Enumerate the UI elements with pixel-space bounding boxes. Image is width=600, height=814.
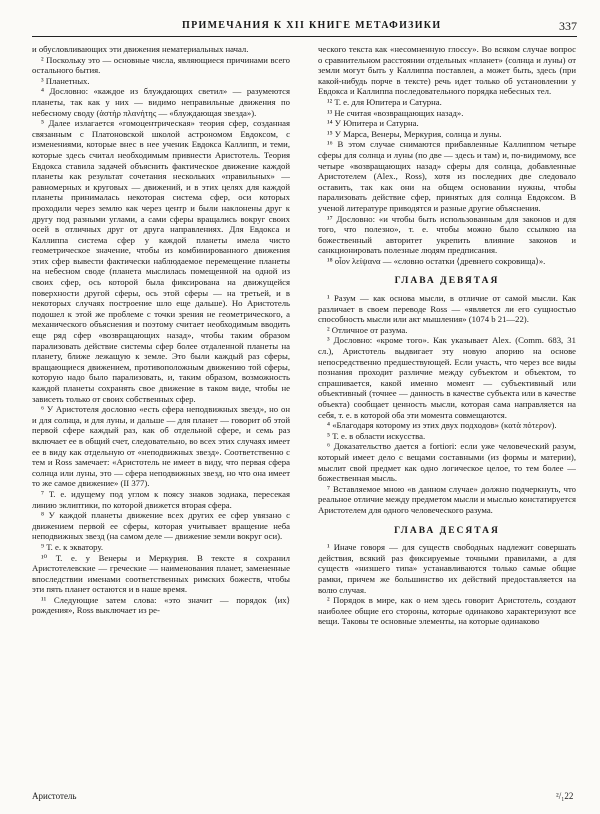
footnote: ¹⁷ Дословно: «и чтобы быть использованным для законов и для того, что полезно», т. е. чтобы можно было ссылкою на божественный авторитет укрепить влияние законов и санкционировать полезные людям предписания. (318, 213, 576, 256)
footnote: ² Порядок в мире, как о нем здесь говорит Аристотель, создают наиболее общие его стороны, которые одинаково характеризуют все вещи. Таковы те основные элементы, на которые одинаково (318, 595, 576, 627)
footnote: ¹ Разум — как основа мысли, в отличие от самой мысли. Как различает в своем переводе Ross — «является ли его сущностью способность мысли или акт мышления» (1074 b 21—22). (318, 293, 576, 325)
paragraph: и обусловливающих эти движения нематериальных начал. (32, 44, 249, 54)
footnote: ⁷ Т. е. идущему под углом к поясу знаков зодиака, пересекая линию эклиптики, по которой движется вторая сфера. (32, 488, 290, 510)
chapter-nine-heading: ГЛАВА ДЕВЯТАЯ (394, 276, 500, 287)
chapter-ten-heading: ГЛАВА ДЕСЯТАЯ (394, 525, 500, 536)
footnote: ² Отличное от разума. (327, 324, 408, 335)
footnote: ¹ Иначе говоря — для существ свободных надлежит совершать действия, всякий раз фиксируемые точными правилами, а для существ «низшего типа» устанавливаются только самые общие рамки, причем же большинство их действий предоставляется на волю случая. (318, 542, 576, 595)
footnote: ⁴ «Благодаря которому из этих двух подходов» (κατὰ πότερον). (327, 420, 557, 431)
running-header (32, 20, 577, 37)
footnote: ¹¹ Следующие затем слова: «это значит — порядок ⟨их⟩ рождения», Ross выключает из ре- (32, 594, 290, 616)
footnote: ⁶ Доказательство дается a fortiori: если уже человеческий разум, который имеет дело с вещами составными (из формы и материи), мыслит свой предмет как одно логическое целое, то тем более — божественная мысль. (318, 441, 576, 484)
page-number: 337 (559, 19, 577, 33)
footnote: ⁴ Дословно: «каждое из блуждающих светил» — разумеются планеты, так как у них — видимо неправильные движения по небесному своду (ἀστὴρ πλανήτης — «блуждающая звезда»). (32, 86, 290, 118)
right-column (318, 44, 576, 784)
footnote: ³ Планетных. (41, 75, 90, 86)
footnote: ¹³ Не считая «возвращающих назад». (327, 107, 464, 118)
footnote: ¹⁵ У Марса, Венеры, Меркурия, солнца и луны. (327, 128, 502, 139)
footnote: ⁶ У Аристотеля дословно «есть сфера неподвижных звезд», но он и для солнца, и для луны, и дальше — для планет — говорит об этой первой сфере каждый раз, как об отдельной сфере, и семь раз включает ее в общий счет, следовательно, во всех этих случаях имеет ее в виду как отдельную от «неподвижных звезд». Соответственно с тем и Ross замечает: «Аристотель не имеет в виду, что первая сфера солнца или луны, это — сфера неподвижных звезд, но что она имеет то же самое движение» (II 377). (32, 404, 290, 489)
footnote: ¹⁰ Т. е. у Венеры и Меркурия. В тексте я сохранил Аристотелевские — греческие — наименования планет, замененные впоследствии именами соответственных римских божеств, чтобы эти пять планет остаются и в наше время. (32, 552, 290, 595)
footnote: ⁵ Далее излагается «гомоцентрическая» теория сфер, созданная связанным с Платоновской школой астрономом Евдоксом, с изменениями, которые внес в нее ученик Евдокса Каллипп, и теми, которые здесь считал необходимым привнести Аристотель. Теория Евдокса ставила задачей объяснить фактическое движение каждой планеты как результат сочетания нескольких «правильных» — равномерных и круговых — движений, и в этих целях для каждой планеты принималась некоторая система сфер, оси которых проходили через землю как через центр и были наклонены друг к другу под разными углами, а сами сферы вращались вокруг своих осей в отличных друг от друга направлениях. Для Евдокса и Каллиппа система сфер у каждой планеты имела чисто геометрическое значение, чтобы из комбинированного движения этих сфер вывести фактически наблюдаемое перемещение планеты на небесном своде (планета мыслилась помещенной на одной из своих сфер, ось которой была фиксирована на движущейся поверхности другой сферы, ось этой сферы — на третьей, и в некоторых случаях построение шло еще дальше). Но Аристотель подошел к этой же проблеме с точки зрения не геометрического, а механического объяснения и поэтому считает необходимым вводить еще ряд сфер «возвращающих назад», чтобы таким образом парализовать действие системы сфер более отдаленной планеты на планету, ближе лежащую к земле. Это были каждый раз сферы, вращающиеся движением, противоположным движению той сферы, которую надо было парализовать, и, таким образом, возможность каждой планеты сохранять свое движение в таком виде, чтобы не зависеть только от своих собственных сфер. (32, 118, 290, 404)
footer-signature: ²/₁22 (556, 791, 574, 801)
footnote: ⁹ Т. е. к экватору. (41, 541, 104, 552)
footnote: ¹⁸ οἷον λείψανα — «словно остатки ⟨древнего сокровища⟩». (327, 255, 546, 266)
footnote: ⁵ Т. е. в области искусства. (327, 430, 426, 441)
footnote: ¹⁶ В этом случае снимаются прибавленные Каллиппом четыре сферы для солнца и луны (по две — здесь и там) и, по-видимому, все четыре «возвращающих назад» сферы для солнца, добавленные Аристотелем (Alex., Ross), хотя из последних две следовало оставить, так как они на общем основании нужны, чтобы парализовать действие сфер, принятых для солнца Евдоксом. В ученой литературе приводятся и разные другие объяснения. (318, 139, 576, 213)
footnote: ¹⁴ У Юпитера и Сатурна. (327, 118, 419, 129)
footnote: ¹² Т. е. для Юпитера и Сатурна. (327, 96, 442, 107)
footer-author: Аристотель (32, 791, 77, 801)
paragraph: ческого текста как «несомненную глоссу». Во всяком случае вопрос о сравнительном расстоянии отдельных «планет» (солнца и луны) от земли могут быть у Каллиппа поставлен, а может быть, здесь (при какой-нибудь порче в тексте) речь идет только об установлении у Евдокса и Каллиппа последовательного порядка небесных тел. (318, 44, 576, 97)
footnote: ³ Дословно: «кроме того». Как указывает Alex. (Comm. 683, 31 сл.), Аристотель выдвигает эту новую апорию на основе непосредственно предшествующей. Если участь, что через все виды познания проходит различие между субъектом и объектом, то спрашивается, какой именно момент — субъективный или объективный (точнее — данность в качестве субъекта или в качестве объекта) сообщает ценность мысли, которая сама направляется на себя, т. е. в которой оба эти момента совмещаются. (318, 335, 576, 420)
left-column (32, 44, 290, 784)
footnote: ⁷ Вставляемое мною «в данном случае» должно подчеркнуть, что реальное отличие между предметом мысли и мыслью констатируется Аристотелем для одного человеческого разума. (318, 483, 576, 515)
header-title: ПРИМЕЧАНИЯ К XII КНИГЕ МЕТАФИЗИКИ (182, 20, 442, 31)
footnote: ² Поскольку это — основные числа, являющиеся причинами всего остального бытия. (32, 54, 290, 76)
footnote: ⁸ У каждой планеты движение всех других ее сфер увязано с движением первой ее сферы, которая учитывает вращение неба неподвижных звезд (на самом деле — движение земли вокруг оси). (32, 510, 290, 542)
